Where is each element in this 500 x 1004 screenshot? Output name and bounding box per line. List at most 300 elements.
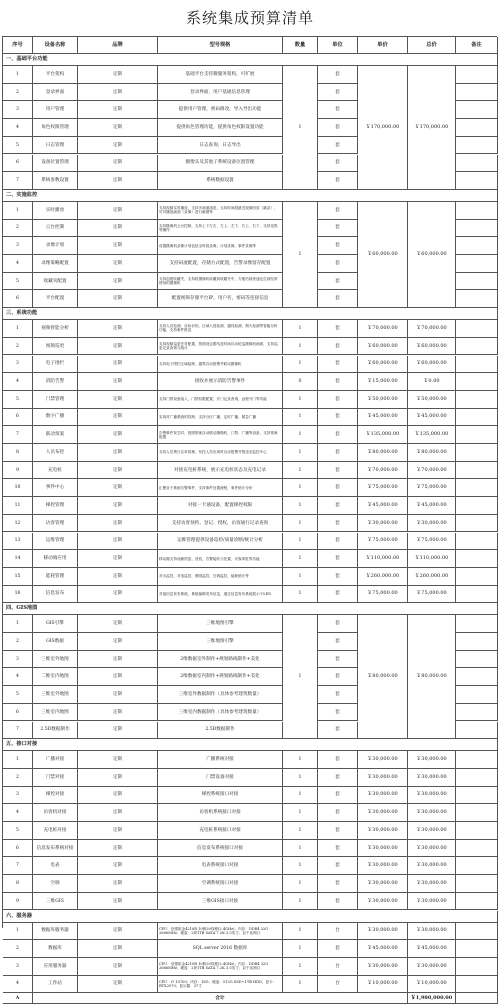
total-price: ￥10,000.00 [408, 976, 456, 994]
unit: 套 [318, 533, 358, 551]
quantity: 1 [283, 586, 318, 604]
device-name: 能耗管理 [33, 568, 78, 586]
device-name: 人员布控 [33, 444, 78, 462]
quantity: 1 [283, 751, 318, 769]
unit-price: ￥260,000.00 [358, 568, 408, 586]
remark [456, 320, 498, 338]
remark [456, 633, 498, 651]
quantity: 1 [283, 769, 318, 787]
model-spec: 2维数据室内制作+规划路线制作+美化 [158, 668, 283, 686]
quantity: 1 [283, 875, 318, 893]
model-spec: 设置摄像机录像计划包括全时段录像，计划录像，事件录像等 [158, 237, 283, 255]
total-price: ￥50,000.00 [408, 391, 456, 409]
row-number: 5 [3, 391, 33, 409]
section-header: 一、基础平台功能 [3, 54, 498, 66]
remark [456, 893, 498, 911]
total-price: ￥60,000.00 [408, 202, 456, 308]
unit: 套 [318, 586, 358, 604]
unit-price: ￥135,000.00 [358, 426, 408, 444]
remark [456, 356, 498, 374]
model-spec: CPU：至强铂金4210R 10核20线程(2.4GHz)；内存：DDR4 32G 2666MHz；硬盘：2块1TB SATA 7.2K 3.5英寸；双千兆网口 [158, 923, 283, 941]
remark [456, 155, 498, 173]
row-number: 3 [3, 356, 33, 374]
device-name: 用户管理 [33, 101, 78, 119]
device-name: 视频巡更 [33, 338, 78, 356]
model-spec: CPU：i7 10700；内存：16G；硬盘：512G SSD+1TB HDD；显卡：RTX2070；显示器：27寸 [158, 976, 283, 994]
unit: 套 [318, 875, 358, 893]
row-number: 15 [3, 568, 33, 586]
brand: 定制 [78, 155, 158, 173]
device-name: 运维管理 [33, 533, 78, 551]
remark [456, 515, 498, 533]
remark [456, 804, 498, 822]
device-name: 三维室外地图 [33, 651, 78, 669]
row-number: 2 [3, 769, 33, 787]
remark [456, 923, 498, 941]
unit: 套 [318, 137, 358, 155]
model-spec: 电表系统接口对接 [158, 857, 283, 875]
remark [456, 875, 498, 893]
model-spec: CPU：至强铂金4210R 10核20线程(2.4GHz)；内存：DDR4 32G 2666MHz；硬盘：2块1TB SATA 7.2K 3.5英寸；双千兆网口 [158, 958, 283, 976]
remark [456, 651, 498, 669]
device-name: 广播对接 [33, 751, 78, 769]
unit: 套 [318, 202, 358, 220]
row-number: 8 [3, 875, 33, 893]
row-number: 6 [3, 155, 33, 173]
brand: 定制 [78, 940, 158, 958]
model-spec: 2维数据室外制作+规划路线制作+美化 [158, 651, 283, 669]
total-price: ￥30,000.00 [408, 515, 456, 533]
model-spec: 信息发布系统接口对接 [158, 840, 283, 858]
remark [456, 568, 498, 586]
unit: 套 [318, 320, 358, 338]
row-number: 4 [3, 804, 33, 822]
summary-label: 合计 [33, 993, 408, 1004]
unit-price: ￥110,000.00 [358, 550, 408, 568]
total-price: ￥170,000.00 [408, 66, 456, 190]
unit: 套 [318, 668, 358, 686]
unit: 套 [318, 893, 358, 911]
device-name: 电表 [33, 857, 78, 875]
quantity: 1 [283, 940, 318, 958]
model-spec: 对水监控，对电监控，照明监控，空调监控，能耗统计等 [158, 568, 283, 586]
device-name: 应用服务器 [33, 958, 78, 976]
unit-price: ￥10,000.00 [358, 976, 408, 994]
total-price: ￥70,000.00 [408, 462, 456, 480]
unit: 套 [318, 84, 358, 102]
unit-price: ￥45,000.00 [358, 940, 408, 958]
unit-price: ￥60,000.00 [358, 356, 408, 374]
row-number: 5 [3, 137, 33, 155]
unit: 套 [318, 220, 358, 238]
brand: 定制 [78, 751, 158, 769]
row-number: 5 [3, 273, 33, 291]
unit-price: ￥80,000.00 [358, 444, 408, 462]
unit: 套 [318, 172, 358, 190]
device-name: 云台控制 [33, 220, 78, 238]
remark [456, 787, 498, 805]
unit: 套 [318, 615, 358, 633]
unit-price: ￥15,000.00 [358, 373, 408, 391]
model-spec: 支持码流配置，存储方式配置，告警录像留存配置 [158, 255, 283, 273]
model-spec: 支持人员检测、目标识别、区域入侵检测、越线检测、烟火检测等智能分析功能，支持事件推送 [158, 320, 283, 338]
total-price: ￥30,000.00 [408, 787, 456, 805]
remark [456, 993, 498, 1004]
total-price: ￥80,000.00 [408, 615, 456, 739]
device-name: 日志管理 [33, 137, 78, 155]
quantity: 1 [283, 550, 318, 568]
unit: 套 [318, 840, 358, 858]
device-name: 访客机对接 [33, 804, 78, 822]
unit-price: ￥30,000.00 [358, 875, 408, 893]
unit: 套 [318, 497, 358, 515]
brand: 定制 [78, 515, 158, 533]
brand: 定制 [78, 568, 158, 586]
total-price: ￥60,000.00 [408, 338, 456, 356]
brand: 定制 [78, 651, 158, 669]
row-number: 1 [3, 751, 33, 769]
total-price: ￥60,000.00 [408, 356, 456, 374]
remark [456, 722, 498, 740]
row-number: 13 [3, 533, 33, 551]
brand: 定制 [78, 893, 158, 911]
row-number: 5 [3, 686, 33, 704]
brand: 定制 [78, 320, 158, 338]
remark [456, 751, 498, 769]
total-price: ￥30,000.00 [408, 923, 456, 941]
model-spec: 三维室外数据制作（具体参考建筑数量） [158, 686, 283, 704]
device-name: 梯控对接 [33, 787, 78, 805]
model-spec: 汇聚各子系统告警事件，支持事件处置流程，事件统计分析 [158, 479, 283, 497]
row-number: 3 [3, 651, 33, 669]
device-name: 数字广播 [33, 409, 78, 427]
device-name: 门禁管理 [33, 391, 78, 409]
device-name: 空调 [33, 875, 78, 893]
unit: 套 [318, 462, 358, 480]
row-number: 4 [3, 976, 33, 994]
unit: 套 [318, 391, 358, 409]
total-price: ￥30,000.00 [408, 958, 456, 976]
remark [456, 172, 498, 190]
row-number: 2 [3, 84, 33, 102]
remark [456, 202, 498, 220]
unit: 套 [318, 804, 358, 822]
row-number: 4 [3, 119, 33, 137]
section-header: 五、接口对接 [3, 739, 498, 751]
unit: 套 [318, 857, 358, 875]
total-price: ￥45,000.00 [408, 497, 456, 515]
unit-price: ￥45,000.00 [358, 409, 408, 427]
remark [456, 497, 498, 515]
model-spec: 接收并展示消防告警事件 [158, 373, 283, 391]
unit: 套 [318, 940, 358, 958]
device-name: 录像计划 [33, 237, 78, 255]
model-spec: 运维管理提供设备巡检/质量诊断/统计分析 [158, 533, 283, 551]
row-number: 10 [3, 479, 33, 497]
unit: 套 [318, 444, 358, 462]
total-price: ￥30,000.00 [408, 822, 456, 840]
unit-price: ￥60,000.00 [358, 338, 408, 356]
row-number: 14 [3, 550, 33, 568]
column-header: 单价 [358, 37, 408, 54]
brand: 定制 [78, 533, 158, 551]
unit: 套 [318, 155, 358, 173]
unit: 套 [318, 255, 358, 273]
unit-price: ￥30,000.00 [358, 857, 408, 875]
unit: 套 [318, 550, 358, 568]
total-price: ￥45,000.00 [408, 409, 456, 427]
unit-price: ￥30,000.00 [358, 840, 408, 858]
model-spec: 三维室内数据制作（具体参考建筑数量） [158, 704, 283, 722]
model-spec: 登录界面，用户基础信息管理 [158, 84, 283, 102]
device-name: 充电桩 [33, 462, 78, 480]
brand: 定制 [78, 255, 158, 273]
row-number: 3 [3, 787, 33, 805]
model-spec: 支持电子围栏区域绘制，越界自动报警并联动摄像机 [158, 356, 283, 374]
total-price: ￥75,000.00 [408, 533, 456, 551]
remark [456, 462, 498, 480]
row-number: 12 [3, 515, 33, 533]
brand: 定制 [78, 958, 158, 976]
model-spec: 梯控系统接口对接 [158, 787, 283, 805]
unit-price: ￥70,000.00 [358, 320, 408, 338]
remark [456, 822, 498, 840]
row-number: 9 [3, 893, 33, 911]
row-number: 4 [3, 255, 33, 273]
unit: 套 [318, 787, 358, 805]
unit-price: ￥80,000.00 [358, 615, 408, 739]
remark [456, 615, 498, 633]
unit: 套 [318, 409, 358, 427]
row-number: 4 [3, 668, 33, 686]
unit-price: ￥30,000.00 [358, 787, 408, 805]
remark [456, 426, 498, 444]
brand: 定制 [78, 479, 158, 497]
model-spec: 支持视频实时播放，支持多画面浏览，支持时间段最近视频回放（跳录），可对播放画面（录像）进行截图等 [158, 202, 283, 220]
quantity: 1 [283, 320, 318, 338]
row-number: 7 [3, 172, 33, 190]
model-spec: 支持访客预约、登记、授权，访客通行记录查询 [158, 515, 283, 533]
model-spec: 充电桩系统接口对接 [158, 822, 283, 840]
brand: 定制 [78, 84, 158, 102]
brand: 定制 [78, 137, 158, 155]
unit-price: ￥60,000.00 [358, 202, 408, 308]
device-name: 移动端应用 [33, 550, 78, 568]
quantity: 1 [283, 533, 318, 551]
brand: 定制 [78, 633, 158, 651]
model-spec: 门禁设备对接 [158, 769, 283, 787]
quantity: 1 [283, 857, 318, 875]
brand: 定制 [78, 787, 158, 805]
unit: 套 [318, 237, 358, 255]
row-number: 3 [3, 958, 33, 976]
total-price: ￥30,000.00 [408, 857, 456, 875]
device-name: 录像策略配置 [33, 255, 78, 273]
row-number: 1 [3, 320, 33, 338]
unit: 套 [318, 686, 358, 704]
unit: 套 [318, 568, 358, 586]
row-number: 4 [3, 373, 33, 391]
unit-price: ￥70,000.00 [358, 462, 408, 480]
remark [456, 533, 498, 551]
total-price: ￥30,000.00 [408, 840, 456, 858]
brand: 定制 [78, 273, 158, 291]
row-number: 1 [3, 202, 33, 220]
total-price: ￥70,000.00 [408, 320, 456, 338]
unit: 台 [318, 976, 358, 994]
unit-price: ￥170,000.00 [358, 66, 408, 190]
model-spec: 支持人员黑白名单管理，布控人员出现时自动报警并推送至监控中心 [158, 444, 283, 462]
device-name: 信息发布系统对接 [33, 840, 78, 858]
remark [456, 290, 498, 308]
summary-number: A [3, 993, 33, 1004]
quantity: 1 [283, 840, 318, 858]
remark [456, 137, 498, 155]
column-header: 型号规格 [158, 37, 283, 54]
unit: 套 [318, 751, 358, 769]
brand: 定制 [78, 976, 158, 994]
model-spec: 摄像头及其他子系统设备位置管理 [158, 155, 283, 173]
total-price: ￥75,000.00 [408, 586, 456, 604]
brand: 定制 [78, 426, 158, 444]
device-name: GIS数据 [33, 633, 78, 651]
quantity: 1 [283, 202, 318, 308]
remark [456, 840, 498, 858]
remark [456, 668, 498, 686]
unit: 套 [318, 633, 358, 651]
unit-price: ￥30,000.00 [358, 958, 408, 976]
device-name: 消防告警 [33, 373, 78, 391]
brand: 定制 [78, 497, 158, 515]
model-spec: 广播系统对接 [158, 751, 283, 769]
device-name: 登录界面 [33, 84, 78, 102]
quantity: 1 [283, 822, 318, 840]
quantity: 1 [283, 958, 318, 976]
model-spec: 支持视频巡更任务配置，按照设定路线及时间自动轮巡摄像机画面，支持巡更记录查询与统计 [158, 338, 283, 356]
device-name: 二维室内地图 [33, 668, 78, 686]
quantity: 1 [283, 66, 318, 190]
brand: 定制 [78, 409, 158, 427]
unit: 套 [318, 273, 358, 291]
remark [456, 857, 498, 875]
brand: 定制 [78, 704, 158, 722]
remark [456, 119, 498, 137]
device-name: 电子围栏 [33, 356, 78, 374]
total-price: ￥0.00 [408, 373, 456, 391]
brand: 定制 [78, 857, 158, 875]
brand: 定制 [78, 840, 158, 858]
device-name: 访客管理 [33, 515, 78, 533]
model-spec: 对接信息发布系统，系统编辑发布信息，通过信息发布系统展示于LED [158, 586, 283, 604]
device-name: 三维GIS [33, 893, 78, 911]
quantity: 1 [283, 356, 318, 374]
total-price: ￥30,000.00 [408, 804, 456, 822]
section-header: 二、实施监控 [3, 190, 498, 202]
model-spec: 三维地图引擎 [158, 633, 283, 651]
device-name: 数据库 [33, 940, 78, 958]
model-spec: 配置视频存储平台IP，用户名，密码等连接信息 [158, 290, 283, 308]
column-header: 品牌 [78, 37, 158, 54]
remark [456, 550, 498, 568]
brand: 定制 [78, 615, 158, 633]
column-header: 设备名称 [33, 37, 78, 54]
quantity: 1 [283, 568, 318, 586]
device-name: 事件中心 [33, 479, 78, 497]
quantity: 1 [283, 426, 318, 444]
unit-price: ￥45,000.00 [358, 497, 408, 515]
device-name: 联动预案 [33, 426, 78, 444]
unit: 套 [318, 515, 358, 533]
unit-price: ￥75,000.00 [358, 586, 408, 604]
device-name: 数据库服务器 [33, 923, 78, 941]
brand: 定制 [78, 66, 158, 84]
device-name: 视频智能分析 [33, 320, 78, 338]
row-number: 5 [3, 822, 33, 840]
brand: 定制 [78, 822, 158, 840]
model-spec: 系统数据设置 [158, 172, 283, 190]
device-name: 收藏夹配置 [33, 273, 78, 291]
brand: 定制 [78, 586, 158, 604]
brand: 定制 [78, 550, 158, 568]
brand: 定制 [78, 373, 158, 391]
row-number: 6 [3, 409, 33, 427]
model-spec: 对接充电桩系统，展示充电桩状态及充电记录 [158, 462, 283, 480]
unit-price: ￥30,000.00 [358, 515, 408, 533]
brand: 定制 [78, 462, 158, 480]
total-price: ￥80,000.00 [408, 444, 456, 462]
unit: 套 [318, 722, 358, 740]
remark [456, 409, 498, 427]
unit: 套 [318, 101, 358, 119]
unit-price: ￥75,000.00 [358, 479, 408, 497]
remark [456, 338, 498, 356]
unit: 套 [318, 338, 358, 356]
unit: 套 [318, 373, 358, 391]
brand: 定制 [78, 722, 158, 740]
model-spec: 支持创建收藏夹，支持将摄像机收藏到收藏夹中，方便后续快速定位到经常使用的摄像机 [158, 273, 283, 291]
model-spec: 提供用户管理，密码修改，导入导出功能 [158, 101, 283, 119]
unit: 套 [318, 479, 358, 497]
column-header: 单位 [318, 37, 358, 54]
row-number: 7 [3, 857, 33, 875]
brand: 定制 [78, 101, 158, 119]
unit-price: ￥30,000.00 [358, 822, 408, 840]
model-spec: 提供角色管理功能，提供角色权限设置功能 [158, 119, 283, 137]
model-spec: 基础平台支持微服务架构，可扩展 [158, 66, 283, 84]
device-name: 平台配置 [33, 290, 78, 308]
brand: 定制 [78, 290, 158, 308]
quantity: 1 [283, 338, 318, 356]
quantity: 1 [283, 497, 318, 515]
total-price: ￥30,000.00 [408, 751, 456, 769]
model-spec: 访客机系统接口对接 [158, 804, 283, 822]
remark [456, 976, 498, 994]
column-header: 数量 [283, 37, 318, 54]
model-spec: 空调系统接口对接 [158, 875, 283, 893]
model-spec: 2.5D数据制作 [158, 722, 283, 740]
row-number: 3 [3, 101, 33, 119]
device-name: 信息发布 [33, 586, 78, 604]
remark [456, 444, 498, 462]
row-number: 1 [3, 923, 33, 941]
remark [456, 84, 498, 102]
row-number: 2 [3, 338, 33, 356]
device-name: 系统参数设置 [33, 172, 78, 190]
row-number: 16 [3, 586, 33, 604]
page-title: 系统集成预算清单 [185, 9, 314, 27]
total-price: ￥30,000.00 [408, 875, 456, 893]
row-number: 6 [3, 290, 33, 308]
